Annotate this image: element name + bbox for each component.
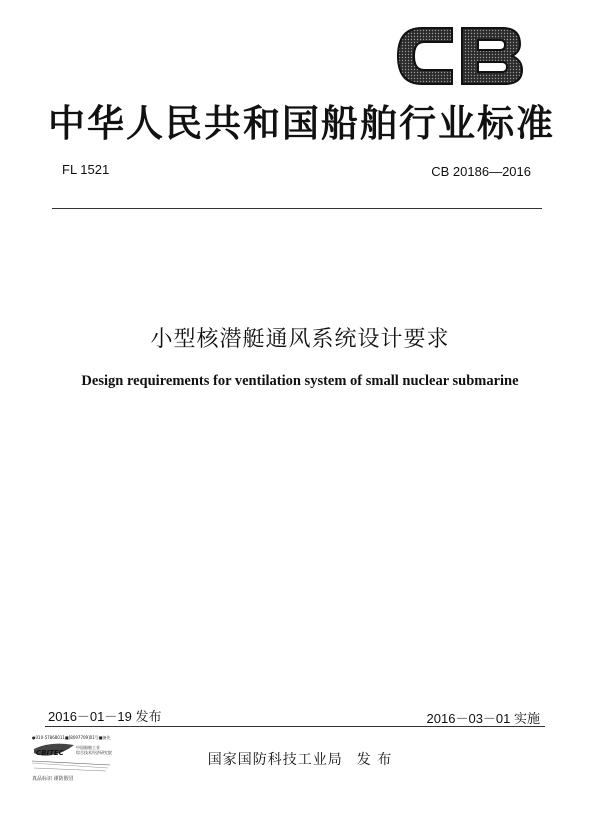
standard-category-title: 中华人民共和国船舶行业标准 (48, 102, 555, 145)
publisher-name: 国家国防科技工业局 (207, 752, 343, 768)
stamp-serial: ●010-57868011■[8097709]01号■备先 (32, 735, 111, 740)
implement-date: 2016－03－01 实施 (426, 711, 540, 726)
document-title-cn: 小型核潜艇通风系统设计要求 (150, 327, 450, 352)
bottom-divider (45, 726, 545, 727)
stamp-brand: CBITEC (36, 749, 64, 757)
stamp-org-2: 综合技术经济研究院 (76, 750, 112, 755)
standard-number: CB 20186—2016 (431, 164, 531, 179)
stamp-org-1: 中国船舶工业 (76, 745, 100, 750)
top-divider (52, 208, 542, 209)
logo-text: CB (392, 20, 394, 21)
document-title-en: Design requirements for ventilation system of small nuclear submarine (81, 373, 519, 389)
ics-code: FL 1521 (62, 162, 110, 177)
publish-word: 发 布 (356, 752, 393, 768)
stamp-bottom-text: 真品标识 谨防假冒 (32, 776, 74, 782)
issue-date: 2016－01－19 发布 (48, 709, 162, 724)
cb-logo (392, 20, 528, 92)
publisher-line (0, 749, 600, 769)
